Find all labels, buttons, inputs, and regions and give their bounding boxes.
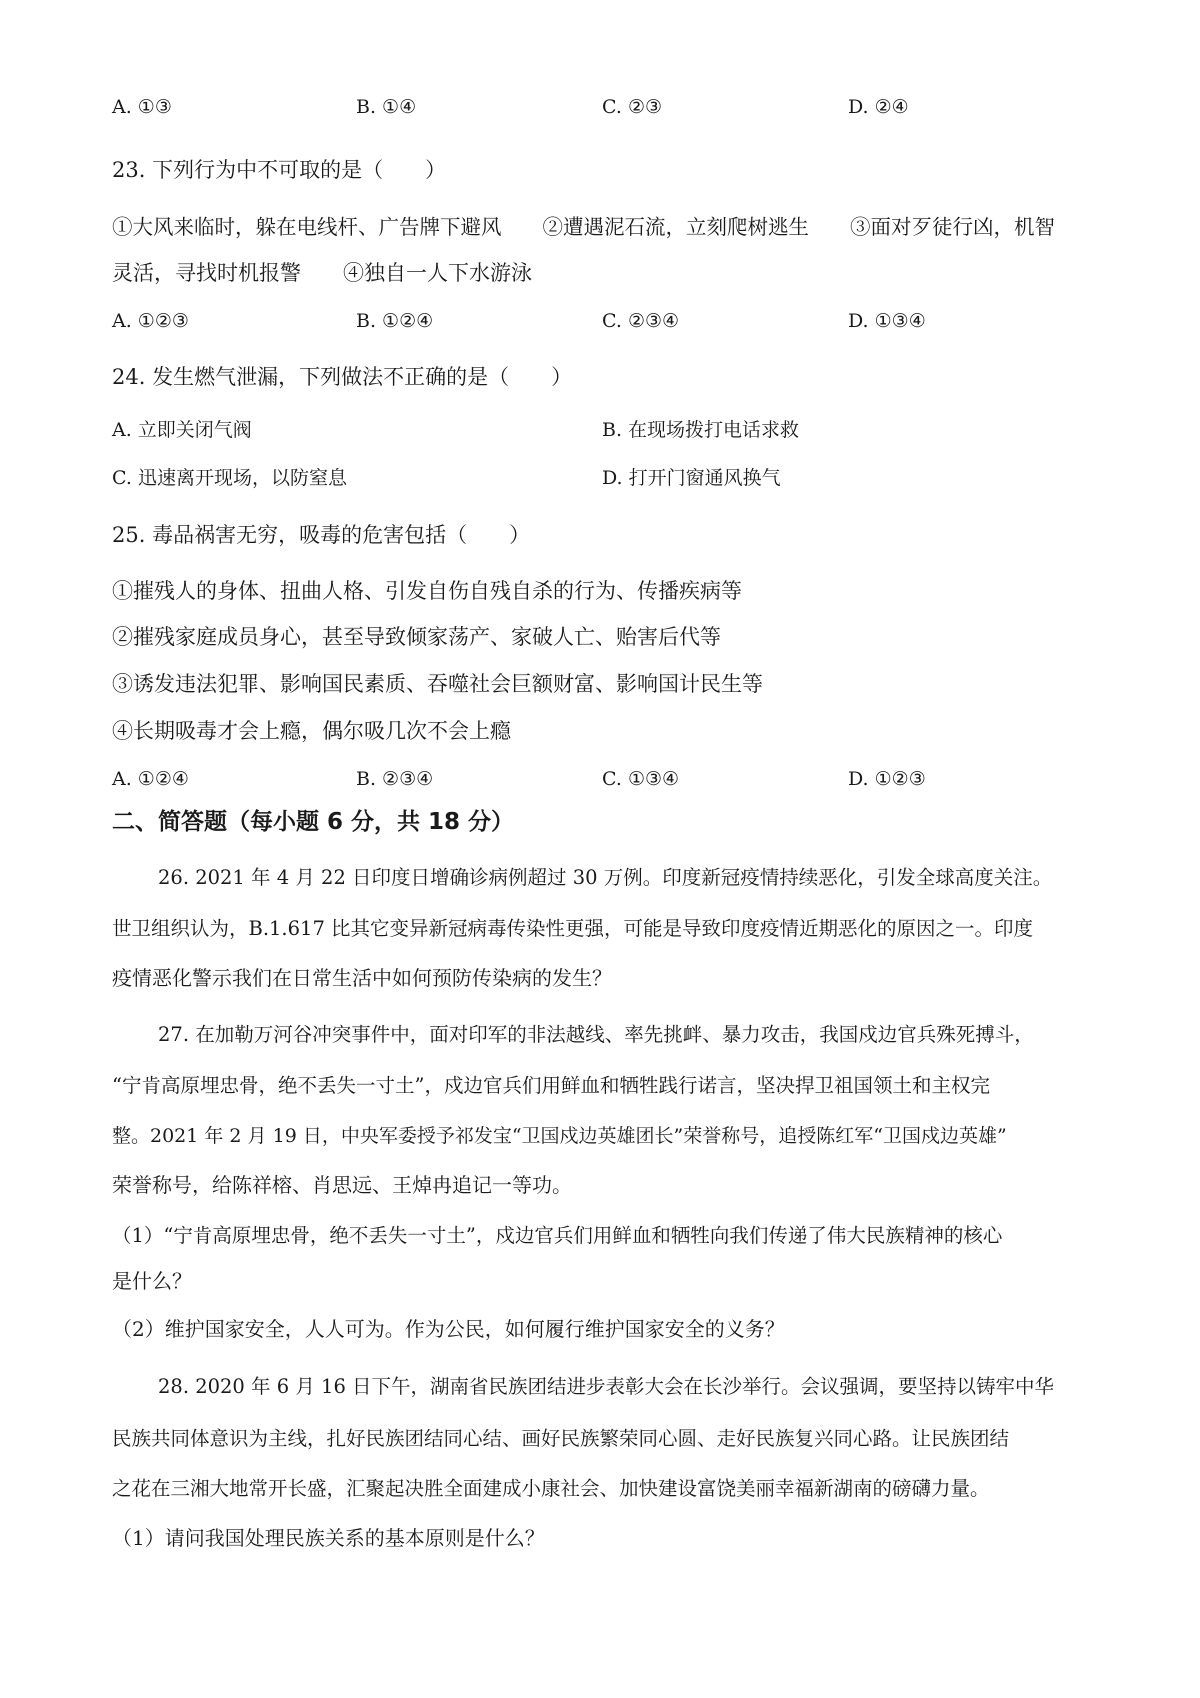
q25-statement-2: ②摧残家庭成员身心，甚至导致倾家荡产、家破人亡、贻害后代等: [112, 625, 721, 649]
q23-statement-line-1: ①大风来临时，躲在电线杆、广告牌下避风 ②遭遇泥石流，立刻爬树逃生 ③面对歹徒行凶，机智: [112, 215, 1055, 239]
q24-option-b: B. 在现场拨打电话求救: [602, 419, 800, 441]
q23-options: [112, 306, 1092, 336]
q22-option-a: A. ①③: [112, 96, 172, 118]
q26-line-1: 26. 2021 年 4 月 22 日印度日增确诊病例超过 30 万例。印度新冠疫情持续恶化，引发全球高度关注。: [158, 866, 1053, 889]
q24-options-row-2: [112, 463, 1092, 493]
q25-statement-3: ③诱发违法犯罪、影响国民素质、吞噬社会巨额财富、影响国计民生等: [112, 672, 763, 696]
q27-sub1-line-2: 是什么？: [112, 1269, 192, 1293]
q28-sub1: （1）请问我国处理民族关系的基本原则是什么？: [112, 1526, 545, 1550]
q24-stem: 24. 发生燃气泄漏，下列做法不正确的是（ ）: [112, 365, 573, 389]
q24-option-c: C. 迅速离开现场，以防窒息: [112, 467, 347, 489]
q27-line-4: 荣誉称号，给陈祥榕、肖思远、王焯冉追记一等功。: [112, 1173, 572, 1197]
q24-option-a: A. 立即关闭气阀: [112, 419, 252, 441]
q28-line-1: 28. 2020 年 6 月 16 日下午，湖南省民族团结进步表彰大会在长沙举行。会议强调，要坚持以铸牢中华: [158, 1375, 1055, 1398]
q27-sub2: （2）维护国家安全，人人可为。作为公民，如何履行维护国家安全的义务？: [112, 1317, 785, 1341]
q26-line-3: 疫情恶化警示我们在日常生活中如何预防传染病的发生？: [112, 966, 612, 990]
q25-option-c: C. ①③④: [602, 768, 680, 790]
q22-option-b: B. ①④: [356, 96, 417, 118]
section-heading-short-answer: 二、简答题（每小题 6 分，共 18 分）: [112, 809, 515, 835]
q23-option-b: B. ①②④: [356, 310, 434, 332]
q26-line-2: 世卫组织认为，B.1.617 比其它变异新冠病毒传染性更强，可能是导致印度疫情近期恶化的原因之一。印度: [112, 917, 1034, 940]
q23-option-a: A. ①②③: [112, 310, 189, 332]
q27-line-1: 27. 在加勒万河谷冲突事件中，面对印军的非法越线、率先挑衅、暴力攻击，我国戍边官兵殊死搏斗，: [158, 1023, 1034, 1046]
q25-option-b: B. ②③④: [356, 768, 434, 790]
q25-options: [112, 764, 1092, 794]
q27-line-2: “宁肯高原埋忠骨，绝不丢失一寸土”，戍边官兵们用鲜血和牺牲践行诺言，坚决捍卫祖国领土和主权完: [112, 1074, 990, 1097]
q28-line-3: 之花在三湘大地常开长盛，汇聚起决胜全面建成小康社会、加快建设富饶美丽幸福新湖南的磅礴力量。: [112, 1477, 990, 1500]
q27-sub1-line-1: （1）“宁肯高原埋忠骨，绝不丢失一寸土”，戍边官兵们用鲜血和牺牲向我们传递了伟大民族精神的核心: [112, 1224, 1003, 1247]
q22-option-d: D. ②④: [848, 96, 909, 118]
q28-line-2: 民族共同体意识为主线，扎好民族团结同心结、画好民族繁荣同心圆、走好民族复兴同心路。让民族团结: [112, 1427, 1010, 1450]
q25-option-d: D. ①②③: [848, 768, 926, 790]
q24-option-d: D. 打开门窗通风换气: [602, 467, 781, 489]
q25-statement-1: ①摧残人的身体、扭曲人格、引发自伤自残自杀的行为、传播疾病等: [112, 579, 742, 603]
q23-option-c: C. ②③④: [602, 310, 680, 332]
q25-option-a: A. ①②④: [112, 768, 189, 790]
q24-options-row-1: [112, 415, 1092, 445]
q23-stem: 23. 下列行为中不可取的是（ ）: [112, 158, 447, 182]
q22-option-c: C. ②③: [602, 96, 663, 118]
q22-options: [112, 92, 1092, 122]
q23-option-d: D. ①③④: [848, 310, 926, 332]
q25-stem: 25. 毒品祸害无穷，吸毒的危害包括（ ）: [112, 523, 531, 547]
q27-line-3: 整。2021 年 2 月 19 日，中央军委授予祁发宝“卫国戍边英雄团长”荣誉称号，追授陈红军“卫国戍边英雄”: [112, 1125, 1007, 1147]
q23-statement-line-2: 灵活，寻找时机报警 ④独自一人下水游泳: [112, 261, 532, 285]
q25-statement-4: ④长期吸毒才会上瘾，偶尔吸几次不会上瘾: [112, 719, 511, 743]
